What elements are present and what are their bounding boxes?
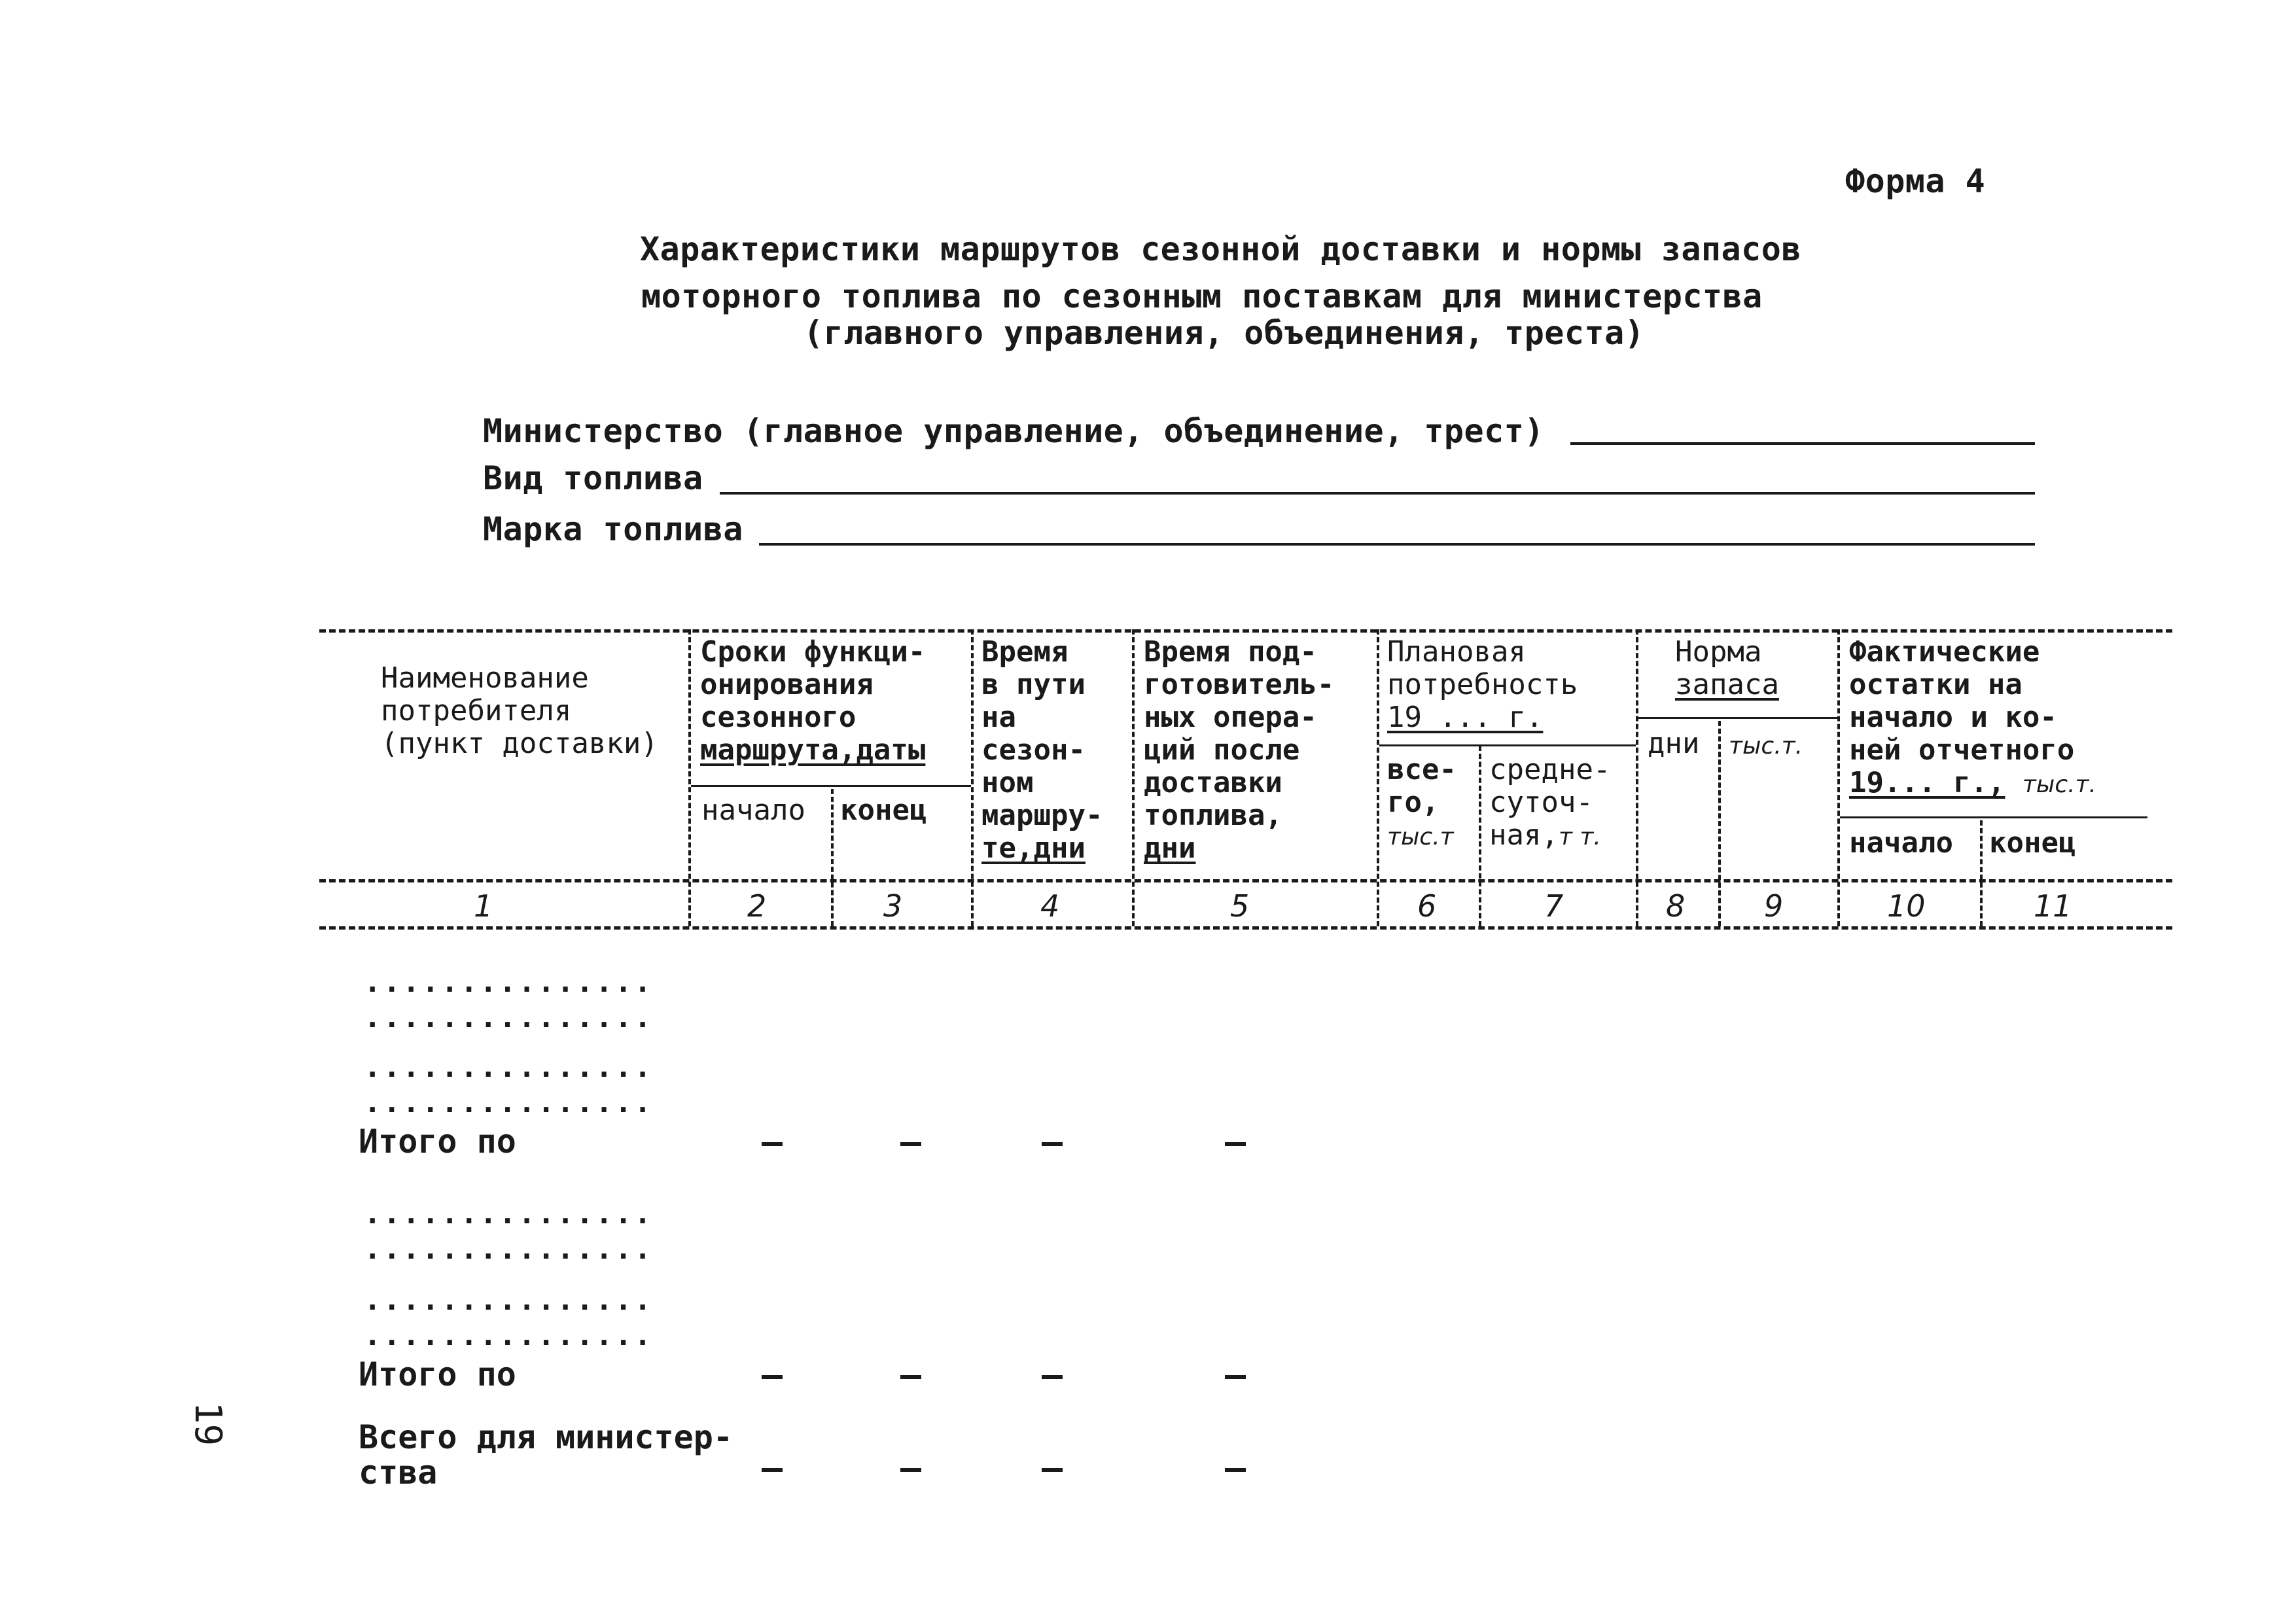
- dotted-row-3: ...............: [364, 1051, 654, 1084]
- subtotal-2-dash-col4: [1042, 1375, 1063, 1379]
- col-sep-9: [1837, 629, 1840, 926]
- fuel-brand-line: [759, 543, 2035, 546]
- form-label: Форма 4: [1845, 162, 1986, 200]
- col-num-1: 1: [474, 888, 493, 924]
- subtotal-2-dash-col3: [900, 1375, 921, 1379]
- col-sep-7: [1636, 629, 1638, 926]
- title-line-2: моторного топлива по сезонным поставкам для министерства: [641, 277, 1763, 315]
- table-top-rule: [319, 629, 2172, 633]
- col-sep-3: [971, 629, 974, 926]
- dotted-row-6: ...............: [364, 1232, 654, 1266]
- col10-sub-start: начало: [1849, 826, 1953, 860]
- col-num-10: 10: [1887, 888, 1926, 924]
- col-sep-10: [1980, 820, 1983, 926]
- total-dash-col5: [1225, 1468, 1246, 1472]
- total-dash-col2: [762, 1468, 783, 1472]
- col8-9-sub-rule: [1638, 717, 1837, 719]
- col-sep-4: [1132, 629, 1135, 926]
- col-num-11: 11: [2034, 888, 2072, 924]
- fuel-brand-label: Марка топлива: [483, 510, 743, 548]
- col-num-8: 8: [1666, 888, 1686, 924]
- col8-9-header: Норма запаса: [1675, 635, 1779, 701]
- col-sep-6: [1479, 746, 1481, 926]
- col-num-5: 5: [1230, 888, 1250, 924]
- col10-11-sub-rule: [1840, 816, 2147, 818]
- subtotal-2-dash-col5: [1225, 1375, 1246, 1379]
- dotted-row-5: ...............: [364, 1197, 654, 1230]
- col11-sub-end: конец: [1989, 826, 2076, 860]
- subtotal-2-dash-col2: [762, 1375, 783, 1379]
- col10-11-header: Фактические остатки на начало и ко- ней отчетного 19... г., тыс.т.: [1849, 635, 2096, 799]
- col-num-4: 4: [1040, 888, 1060, 924]
- total-dash-col3: [900, 1468, 921, 1472]
- col9-sub-thous: тыс.т.: [1729, 733, 1803, 759]
- col-num-9: 9: [1764, 888, 1784, 924]
- subtotal-label-1: Итого по: [359, 1123, 516, 1161]
- col-sep-2: [831, 789, 834, 926]
- dotted-row-2: ...............: [364, 1001, 654, 1034]
- col1-header: Наименование потребителя (пункт доставки): [381, 661, 658, 760]
- header-bottom-rule: [319, 879, 2172, 882]
- fuel-type-line: [720, 492, 2035, 495]
- ministry-line: [1570, 442, 2035, 445]
- title-line-1: Характеристики маршрутов сезонной доставки и нормы запасов: [640, 230, 1801, 268]
- col-num-2: 2: [747, 888, 767, 924]
- col-sep-5: [1377, 629, 1379, 926]
- page-number: 19: [186, 1401, 230, 1446]
- dotted-row-4: ...............: [364, 1086, 654, 1119]
- subtotal-1-dash-col5: [1225, 1142, 1246, 1146]
- dotted-row-7: ...............: [364, 1283, 654, 1317]
- total-dash-col4: [1042, 1468, 1063, 1472]
- col7-sub-daily: средне- суточ- ная,т т.: [1489, 753, 1611, 852]
- col2-sub-start: начало: [701, 794, 805, 827]
- col-sep-1: [688, 629, 691, 926]
- col-sep-8: [1718, 721, 1721, 926]
- col2-3-sub-rule: [691, 785, 971, 787]
- col2-3-header: Сроки функци- онирования сезонного маршрута,даты: [700, 635, 926, 767]
- col4-header: Время в пути на сезон- ном маршру- те,дни: [981, 635, 1103, 865]
- col6-sub-total: все- го, тыс.т: [1387, 753, 1457, 850]
- dotted-row-8: ...............: [364, 1319, 654, 1352]
- fuel-type-label: Вид топлива: [483, 459, 703, 497]
- col6-7-sub-rule: [1379, 744, 1636, 746]
- title-line-3: (главного управления, объединения, треста): [804, 314, 1645, 352]
- col-num-7: 7: [1544, 888, 1564, 924]
- subtotal-1-dash-col2: [762, 1142, 783, 1146]
- subtotal-label-2: Итого по: [359, 1355, 516, 1393]
- col3-sub-end: конец: [840, 794, 927, 827]
- subtotal-1-dash-col3: [900, 1142, 921, 1146]
- dotted-row-1: ...............: [364, 966, 654, 999]
- col8-sub-days: дни: [1648, 727, 1700, 760]
- subtotal-1-dash-col4: [1042, 1142, 1063, 1146]
- col6-7-header: Плановая потребность 19 ... г.: [1387, 635, 1578, 734]
- col-num-3: 3: [883, 888, 903, 924]
- total-label: Всего для министер- ства: [359, 1418, 733, 1492]
- col5-header: Время под- готовитель- ных опера- ций после доставки топлива, дни: [1144, 635, 1335, 865]
- col-num-6: 6: [1417, 888, 1437, 924]
- numbers-bottom-rule: [319, 926, 2172, 930]
- ministry-label: Министерство (главное управление, объединение, трест): [483, 412, 1544, 450]
